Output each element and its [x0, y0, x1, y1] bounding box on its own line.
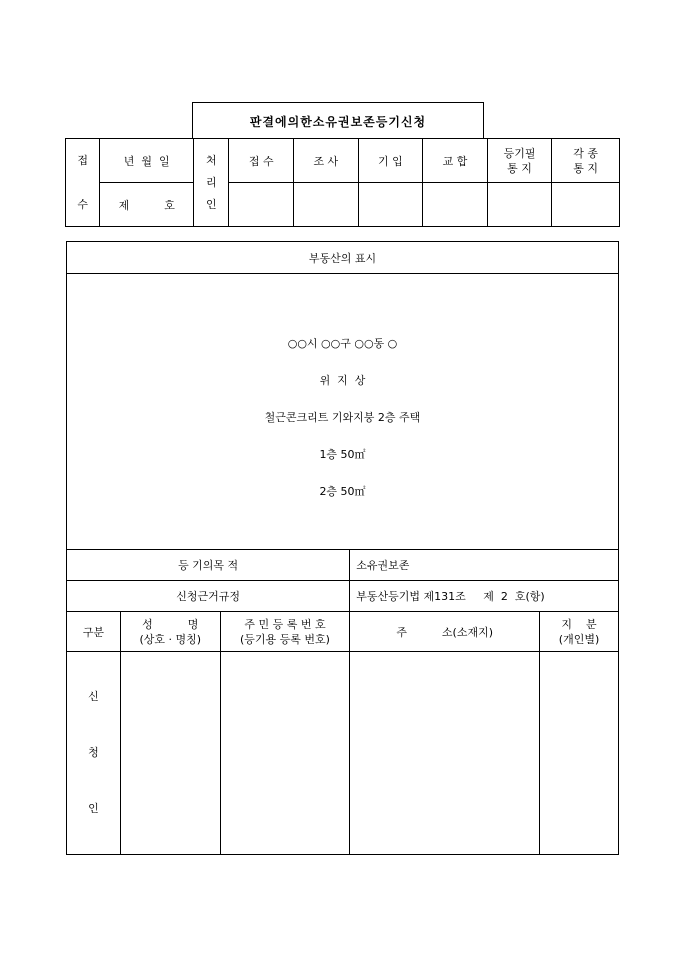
applicant-id-cell [220, 652, 350, 855]
step-review: 조 사 [294, 139, 359, 183]
applicant-label-char: 신 [88, 690, 99, 703]
property-address: ○○시 ○○구 ○○동 ○ [287, 336, 398, 350]
application-table [66, 241, 619, 855]
step-receipt: 접 수 [229, 139, 294, 183]
col-id-line: (등기용 등록 번호) [239, 632, 330, 646]
applicant-share-cell [540, 652, 619, 855]
col-address: 주 소(소재지) [350, 612, 540, 652]
col-name-line: 성 명 [142, 617, 199, 631]
notice-various [552, 139, 620, 183]
notice-completion-line: 등기필 [503, 146, 536, 160]
basis-label-text: 신청근거규정 [176, 590, 240, 603]
applicant-address-cell [350, 652, 540, 855]
notice-completion [487, 139, 552, 183]
col-share-line: 지 분 [561, 617, 597, 631]
stamp-cell [229, 183, 294, 227]
notice-various-line: 통 지 [573, 161, 599, 175]
stamp-cell [487, 183, 552, 227]
processing-label-cell [194, 139, 229, 227]
property-floor2: 2층 50㎡ [319, 484, 366, 498]
property-description [67, 274, 619, 550]
col-name [120, 612, 220, 652]
col-id-line: 주 민 등 록 번 호 [244, 617, 326, 631]
stamp-cell [358, 183, 423, 227]
stamp-cell [423, 183, 488, 227]
basis-label [67, 581, 350, 612]
property-floor1: 1층 50㎡ [319, 447, 366, 461]
receipt-label-cell [66, 139, 100, 227]
property-location: 위 지 상 [319, 373, 366, 387]
date-cell: 년 월 일 [100, 139, 194, 183]
col-share-line: (개인별) [558, 632, 600, 646]
step-entry: 기 입 [358, 139, 423, 183]
applicant-label-char: 청 [88, 746, 99, 759]
purpose-label-text: 등 기의목 적 [178, 559, 239, 572]
processing-label-char: 인 [205, 197, 217, 211]
processing-label-char: 처 [205, 153, 217, 167]
step-check: 교 합 [423, 139, 488, 183]
stamp-cell [294, 183, 359, 227]
stamp-cell [552, 183, 620, 227]
processing-label-char: 리 [205, 175, 217, 189]
number-cell: 제 호 [100, 183, 194, 227]
applicant-label-char: 인 [88, 802, 99, 815]
applicant-label-cell [67, 652, 121, 855]
col-name-line: (상호 · 명칭) [139, 632, 202, 646]
property-structure: 철근콘크리트 기와지붕 2층 주택 [264, 410, 421, 424]
property-header: 부동산의 표시 [67, 242, 619, 274]
purpose-value: 소유권보존 [350, 550, 619, 581]
applicant-name-cell [120, 652, 220, 855]
receipt-label-char: 수 [77, 197, 88, 211]
basis-value: 부동산등기법 제131조 제 2 호(항) [350, 581, 619, 612]
col-division: 구분 [67, 612, 121, 652]
form-title: 판결에의한소유권보존등기신청 [192, 102, 484, 139]
col-id [220, 612, 350, 652]
purpose-label [67, 550, 350, 581]
notice-completion-line: 통 지 [507, 161, 532, 175]
receipt-table [65, 138, 620, 227]
receipt-label-char: 접 [77, 153, 88, 167]
col-share [540, 612, 619, 652]
notice-various-line: 각 종 [573, 146, 599, 160]
